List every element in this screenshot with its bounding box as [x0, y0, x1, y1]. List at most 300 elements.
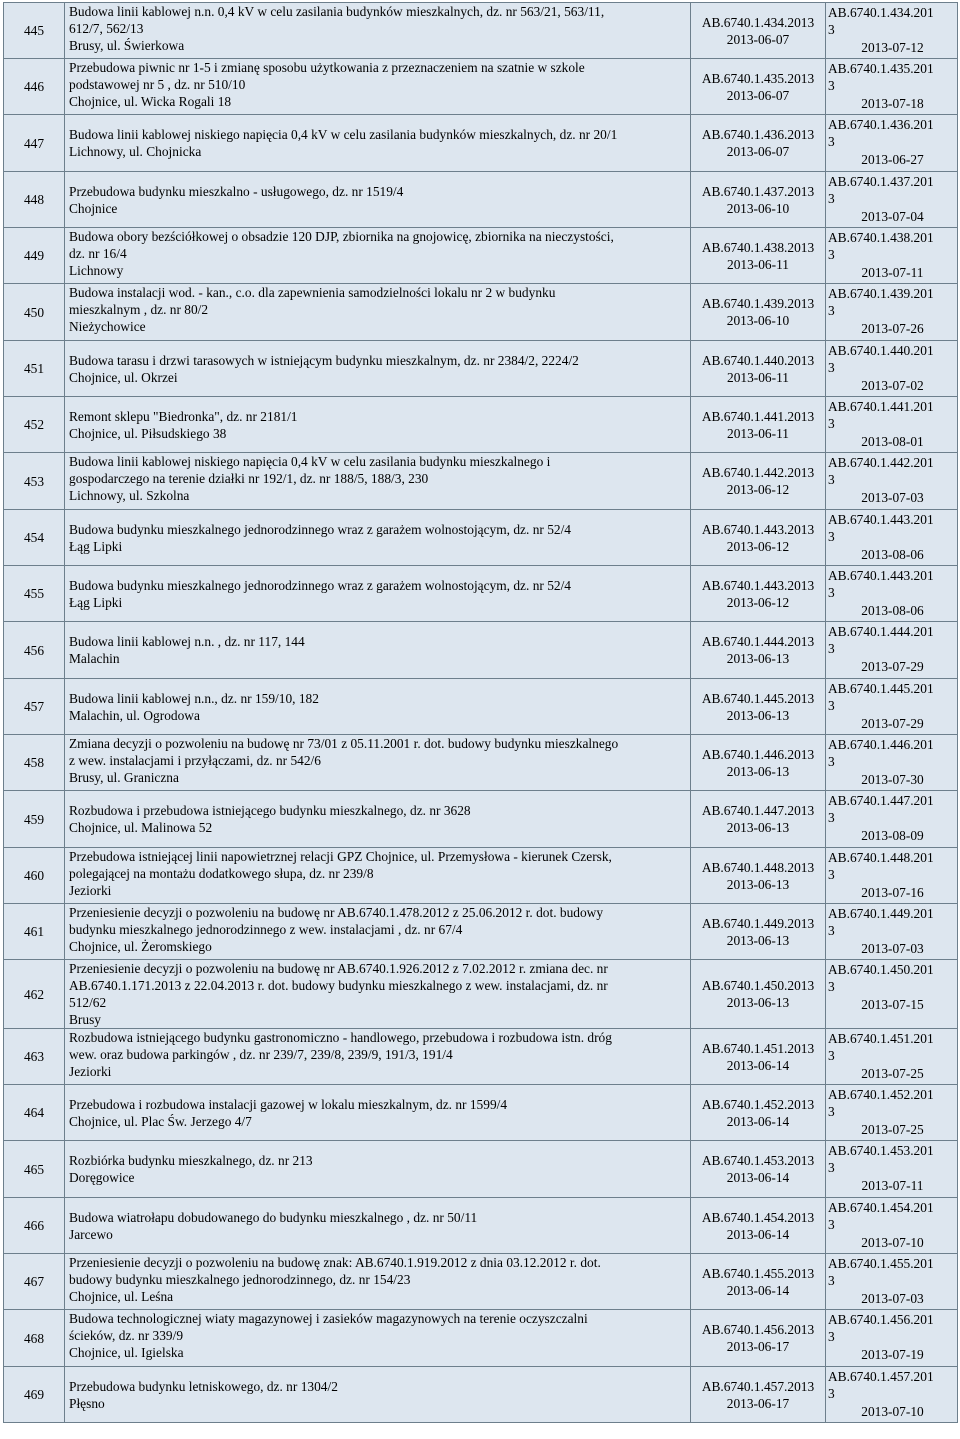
decision-date: 2013-07-03 — [861, 1291, 924, 1306]
decision-cell — [826, 904, 958, 960]
case-number: AB.6740.1.451.2013 — [701, 1040, 815, 1056]
decision-cell — [826, 1310, 958, 1367]
decision-cell — [826, 848, 958, 904]
description-line: Chojnice, ul. Malinowa 52 — [69, 820, 213, 835]
description-line: Remont sklepu "Biedronka", dz. nr 2181/1 — [69, 408, 298, 424]
case-number: AB.6740.1.453.2013 — [701, 1153, 815, 1168]
row-number: 462 — [4, 960, 65, 1029]
row-number: 469 — [4, 1367, 65, 1423]
description-cell — [65, 59, 691, 115]
case-number-cell — [691, 679, 826, 735]
description-line: Chojnice, ul. Piłsudskiego 38 — [69, 425, 227, 441]
description-line: Budowa instalacji wod. - kan., c.o. dla zapewnienia samodzielności lokalu nr 2 w budynku — [69, 285, 556, 300]
case-number-cell — [691, 1029, 826, 1085]
description-line: Budowa budynku mieszkalnego jednorodzinnego wraz z garażem wolnostojącym, dz. nr 52/4 — [69, 521, 572, 537]
case-number-cell — [691, 1198, 826, 1254]
description-cell — [65, 1310, 691, 1367]
case-number-cell — [691, 735, 826, 791]
submission-date: 2013-06-14 — [726, 1226, 790, 1242]
table-row — [4, 453, 958, 510]
decision-cell — [826, 1029, 958, 1085]
decision-number-tail: 3 — [828, 1104, 835, 1119]
case-number: AB.6740.1.445.2013 — [701, 690, 815, 706]
decision-number: AB.6740.1.452.201 — [828, 1087, 934, 1102]
table-row — [4, 284, 958, 341]
description-line: 512/62 — [69, 995, 107, 1010]
case-number-cell — [691, 3, 826, 59]
description-line: Brusy, ul. Świerkowa — [69, 38, 185, 53]
description-cell — [65, 622, 691, 679]
table-row — [4, 1085, 958, 1141]
table-row — [4, 1367, 958, 1423]
row-number: 461 — [4, 904, 65, 960]
decision-number-tail: 3 — [828, 303, 835, 318]
submission-date: 2013-06-17 — [726, 1395, 790, 1411]
decision-cell — [826, 510, 958, 566]
case-number-cell — [691, 566, 826, 622]
case-number-cell — [691, 172, 826, 228]
description-line: budowy budynku mieszkalnego jednorodzinnego, dz. nr 154/23 — [69, 1272, 411, 1287]
description-line: 612/7, 562/13 — [69, 21, 144, 36]
decision-cell — [826, 228, 958, 284]
description-line: Chojnice — [69, 200, 118, 216]
table-row — [4, 1029, 958, 1085]
description-cell — [65, 397, 691, 453]
description-line: Przeniesienie decyzji o pozwoleniu na budowę nr AB.6740.1.478.2012 z 25.06.2012 r. dot. budowy — [69, 905, 604, 920]
description-line: Przeniesienie decyzji o pozwoleniu na budowę nr AB.6740.1.926.2012 z 7.02.2012 r. zmiana dec. nr — [69, 961, 608, 976]
decision-number-tail: 3 — [828, 1160, 835, 1175]
decision-number-tail: 3 — [828, 923, 835, 938]
submission-date: 2013-06-07 — [726, 31, 790, 47]
case-number-cell — [691, 960, 826, 1029]
table-row — [4, 679, 958, 735]
submission-date: 2013-06-14 — [726, 1282, 790, 1298]
description-cell — [65, 172, 691, 228]
description-line: Chojnice, ul. Żeromskiego — [69, 939, 212, 954]
permits-table-body — [4, 3, 958, 1423]
description-line: Brusy, ul. Graniczna — [69, 770, 179, 785]
row-number: 451 — [4, 341, 65, 397]
decision-cell — [826, 1198, 958, 1254]
decision-date: 2013-07-15 — [861, 997, 924, 1012]
case-number-cell — [691, 622, 826, 679]
decision-cell — [826, 566, 958, 622]
row-number: 445 — [4, 3, 65, 59]
row-number: 464 — [4, 1085, 65, 1141]
decision-number-tail: 3 — [828, 22, 835, 37]
description-line: Budowa tarasu i drzwi tarasowych w istniejącym budynku mieszkalnym, dz. nr 2384/2, 2224/2 — [69, 352, 579, 368]
description-line: AB.6740.1.171.2013 z 22.04.2013 r. dot. budowy budynku mieszkalnego z wew. instalacjami, dz. nr — [69, 978, 608, 993]
decision-number: AB.6740.1.449.201 — [828, 906, 934, 921]
description-line: Budowa linii kablowej niskiego napięcia 0,4 kV w celu zasilania budynków mieszkalnych, dz. nr 20/1 — [69, 127, 618, 142]
description-line: Chojnice, ul. Wicka Rogali 18 — [69, 94, 232, 109]
description-line: Jarcewo — [69, 1226, 113, 1242]
description-line: Przeniesienie decyzji o pozwoleniu na budowę znak: AB.6740.1.919.2012 z dnia 03.12.2012 r. dot. — [69, 1255, 601, 1270]
description-line: Łąg Lipki — [69, 538, 123, 554]
row-number: 457 — [4, 679, 65, 735]
table-row — [4, 735, 958, 791]
decision-date: 2013-07-16 — [861, 885, 924, 900]
row-number: 468 — [4, 1310, 65, 1367]
table-row — [4, 566, 958, 622]
decision-date: 2013-07-10 — [861, 1235, 924, 1250]
decision-number: AB.6740.1.436.201 — [828, 117, 934, 132]
case-number: AB.6740.1.454.2013 — [701, 1209, 815, 1225]
decision-number: AB.6740.1.440.201 — [828, 343, 934, 358]
decision-number: AB.6740.1.450.201 — [828, 962, 934, 977]
row-number: 460 — [4, 848, 65, 904]
decision-date: 2013-07-30 — [861, 772, 924, 787]
description-cell — [65, 960, 691, 1029]
case-number: AB.6740.1.449.2013 — [701, 915, 815, 931]
description-line: Budowa linii kablowej niskiego napięcia 0,4 kV w celu zasilania budynku mieszkalnego i — [69, 454, 551, 469]
description-cell — [65, 1254, 691, 1310]
decision-number: AB.6740.1.456.201 — [828, 1312, 934, 1327]
description-line: Budowa linii kablowej n.n. , dz. nr 117, 144 — [69, 634, 305, 649]
decision-number: AB.6740.1.439.201 — [828, 286, 934, 301]
row-number: 465 — [4, 1141, 65, 1198]
description-line: Rozbudowa i przebudowa istniejącego budynku mieszkalnego, dz. nr 3628 — [69, 803, 471, 818]
case-number: AB.6740.1.441.2013 — [701, 408, 815, 424]
case-number-cell — [691, 1254, 826, 1310]
decision-date: 2013-08-09 — [861, 828, 924, 843]
submission-date: 2013-06-10 — [726, 200, 790, 216]
decision-cell — [826, 453, 958, 510]
submission-date: 2013-06-17 — [726, 1339, 790, 1354]
description-line: Chojnice, ul. Okrzei — [69, 369, 178, 385]
description-line: budynku mieszkalnego jednorodzinnego z wew. instalacjami , dz. nr 67/4 — [69, 922, 463, 937]
decision-cell — [826, 960, 958, 1029]
table-row — [4, 172, 958, 228]
table-row — [4, 3, 958, 59]
case-number-cell — [691, 791, 826, 848]
case-number-cell — [691, 453, 826, 510]
decision-cell — [826, 59, 958, 115]
row-number: 450 — [4, 284, 65, 341]
decision-number: AB.6740.1.451.201 — [828, 1031, 934, 1046]
row-number: 446 — [4, 59, 65, 115]
description-line: Przebudowa piwnic nr 1-5 i zmianę sposobu użytkowania z przeznaczeniem na szatnie w szkole — [69, 60, 585, 75]
description-line: mieszkalnym , dz. nr 80/2 — [69, 302, 209, 317]
decision-number-tail: 3 — [828, 416, 835, 431]
decision-date: 2013-07-19 — [861, 1347, 924, 1362]
description-line: Przebudowa budynku mieszkalno - usługowego, dz. nr 1519/4 — [69, 183, 404, 199]
case-number: AB.6740.1.443.2013 — [701, 521, 815, 537]
description-line: Nieżychowice — [69, 319, 146, 334]
decision-number-tail: 3 — [828, 247, 835, 262]
case-number-cell — [691, 228, 826, 284]
table-row — [4, 960, 958, 1029]
decision-number-tail: 3 — [828, 1217, 835, 1232]
description-line: Chojnice, ul. Plac Św. Jerzego 4/7 — [69, 1113, 252, 1129]
case-number-cell — [691, 397, 826, 453]
row-number: 459 — [4, 791, 65, 848]
decision-date: 2013-06-27 — [861, 152, 924, 167]
decision-cell — [826, 679, 958, 735]
decision-number-tail: 3 — [828, 1329, 835, 1344]
case-number: AB.6740.1.456.2013 — [701, 1322, 815, 1337]
decision-cell — [826, 1141, 958, 1198]
decision-number: AB.6740.1.434.201 — [828, 5, 934, 20]
description-line: podstawowej nr 5 , dz. nr 510/10 — [69, 77, 246, 92]
description-line: ścieków, dz. nr 339/9 — [69, 1328, 184, 1343]
description-line: Jeziorki — [69, 883, 112, 898]
decision-number-tail: 3 — [828, 754, 835, 769]
description-line: Doręgowice — [69, 1170, 135, 1185]
description-cell — [65, 228, 691, 284]
table-row — [4, 228, 958, 284]
case-number-cell — [691, 1367, 826, 1423]
description-line: Budowa obory bezściółkowej o obsadzie 120 DJP, zbiornika na gnojowicę, zbiornika na nieczystości, — [69, 229, 614, 244]
description-cell — [65, 848, 691, 904]
description-cell — [65, 1085, 691, 1141]
description-line: Rozbiórka budynku mieszkalnego, dz. nr 213 — [69, 1153, 313, 1168]
decision-date: 2013-08-01 — [861, 434, 924, 449]
description-cell — [65, 3, 691, 59]
decision-cell — [826, 735, 958, 791]
row-number: 463 — [4, 1029, 65, 1085]
table-row — [4, 510, 958, 566]
decision-date: 2013-07-11 — [861, 265, 924, 280]
submission-date: 2013-06-13 — [726, 763, 790, 779]
decision-number: AB.6740.1.445.201 — [828, 681, 934, 696]
description-line: Budowa budynku mieszkalnego jednorodzinnego wraz z garażem wolnostojącym, dz. nr 52/4 — [69, 577, 572, 593]
permits-table — [3, 2, 958, 1423]
row-number: 454 — [4, 510, 65, 566]
decision-number-tail: 3 — [828, 1048, 835, 1063]
description-cell — [65, 791, 691, 848]
submission-date: 2013-06-10 — [726, 313, 790, 328]
table-row — [4, 1198, 958, 1254]
submission-date: 2013-06-11 — [727, 256, 789, 272]
decision-number-tail: 3 — [828, 1273, 835, 1288]
table-row — [4, 622, 958, 679]
decision-date: 2013-07-26 — [861, 321, 924, 336]
description-line: gospodarczego na terenie działki nr 192/1, dz. nr 188/5, 188/3, 230 — [69, 471, 429, 486]
row-number: 449 — [4, 228, 65, 284]
decision-date: 2013-07-29 — [861, 716, 924, 731]
submission-date: 2013-06-07 — [726, 144, 790, 159]
case-number: AB.6740.1.434.2013 — [701, 14, 815, 30]
description-line: Rozbudowa istniejącego budynku gastronomiczno - handlowego, przebudowa i rozbudowa istn. dróg — [69, 1030, 612, 1045]
decision-number-tail: 3 — [828, 867, 835, 882]
description-line: Budowa linii kablowej n.n., dz. nr 159/10, 182 — [69, 690, 319, 706]
case-number-cell — [691, 59, 826, 115]
description-line: Zmiana decyzji o pozwoleniu na budowę nr 73/01 z 05.11.2001 r. dot. budowy budynku mieszkalnego — [69, 736, 619, 751]
decision-number-tail: 3 — [828, 698, 835, 713]
case-number: AB.6740.1.448.2013 — [701, 859, 815, 875]
description-line: Budowa linii kablowej n.n. 0,4 kV w celu zasilania budynków mieszkalnych, dz. nr 563/21, 563/11, — [69, 4, 605, 19]
description-line: Lichnowy, ul. Chojnicka — [69, 144, 202, 159]
decision-number: AB.6740.1.437.201 — [828, 174, 934, 189]
description-cell — [65, 679, 691, 735]
decision-number: AB.6740.1.444.201 — [828, 624, 934, 639]
submission-date: 2013-06-14 — [726, 1057, 790, 1073]
decision-date: 2013-07-03 — [861, 941, 924, 956]
case-number: AB.6740.1.438.2013 — [701, 239, 815, 255]
case-number: AB.6740.1.440.2013 — [701, 352, 815, 368]
decision-number: AB.6740.1.438.201 — [828, 230, 934, 245]
submission-date: 2013-06-13 — [726, 876, 790, 892]
table-row — [4, 1254, 958, 1310]
submission-date: 2013-06-12 — [726, 482, 790, 497]
submission-date: 2013-06-13 — [726, 932, 790, 948]
decision-date: 2013-07-10 — [861, 1404, 924, 1419]
case-number-cell — [691, 904, 826, 960]
description-line: wew. oraz budowa parkingów , dz. nr 239/7, 239/8, 239/9, 191/3, 191/4 — [69, 1047, 453, 1062]
case-number: AB.6740.1.444.2013 — [701, 634, 815, 649]
description-line: Łąg Lipki — [69, 594, 123, 610]
row-number: 458 — [4, 735, 65, 791]
row-number: 456 — [4, 622, 65, 679]
description-line: Lichnowy — [69, 263, 124, 278]
description-line: Jeziorki — [69, 1064, 112, 1079]
description-cell — [65, 566, 691, 622]
table-row — [4, 1310, 958, 1367]
decision-cell — [826, 622, 958, 679]
decision-date: 2013-08-06 — [861, 547, 924, 562]
decision-number-tail: 3 — [828, 810, 835, 825]
decision-date: 2013-07-25 — [861, 1122, 924, 1137]
description-line: polegającej na montażu dodatkowego słupa, dz. nr 239/8 — [69, 866, 374, 881]
description-cell — [65, 1367, 691, 1423]
description-cell — [65, 1029, 691, 1085]
table-row — [4, 848, 958, 904]
decision-date: 2013-07-03 — [861, 490, 924, 505]
decision-number-tail: 3 — [828, 134, 835, 149]
submission-date: 2013-06-13 — [726, 651, 790, 666]
submission-date: 2013-06-07 — [726, 87, 790, 103]
row-number: 466 — [4, 1198, 65, 1254]
case-number-cell — [691, 1141, 826, 1198]
decision-number: AB.6740.1.435.201 — [828, 61, 934, 76]
description-line: Malachin, ul. Ogrodowa — [69, 707, 200, 723]
case-number: AB.6740.1.436.2013 — [701, 127, 815, 142]
decision-number: AB.6740.1.443.201 — [828, 568, 934, 583]
case-number-cell — [691, 284, 826, 341]
description-cell — [65, 453, 691, 510]
decision-number: AB.6740.1.447.201 — [828, 793, 934, 808]
case-number-cell — [691, 510, 826, 566]
decision-number: AB.6740.1.454.201 — [828, 1200, 934, 1215]
decision-number: AB.6740.1.443.201 — [828, 512, 934, 527]
submission-date: 2013-06-11 — [727, 369, 789, 385]
description-cell — [65, 341, 691, 397]
submission-date: 2013-06-12 — [726, 538, 790, 554]
decision-number: AB.6740.1.453.201 — [828, 1143, 934, 1158]
submission-date: 2013-06-13 — [726, 995, 790, 1010]
decision-date: 2013-07-29 — [861, 659, 924, 674]
decision-cell — [826, 284, 958, 341]
description-cell — [65, 510, 691, 566]
case-number: AB.6740.1.443.2013 — [701, 577, 815, 593]
decision-number: AB.6740.1.455.201 — [828, 1256, 934, 1271]
decision-number: AB.6740.1.442.201 — [828, 455, 934, 470]
case-number: AB.6740.1.447.2013 — [701, 803, 815, 818]
description-line: Chojnice, ul. Igielska — [69, 1345, 184, 1360]
case-number: AB.6740.1.452.2013 — [701, 1096, 815, 1112]
submission-date: 2013-06-13 — [726, 820, 790, 835]
description-line: Chojnice, ul. Leśna — [69, 1289, 174, 1304]
decision-number-tail: 3 — [828, 585, 835, 600]
table-row — [4, 59, 958, 115]
row-number: 467 — [4, 1254, 65, 1310]
case-number-cell — [691, 1085, 826, 1141]
case-number-cell — [691, 1310, 826, 1367]
case-number: AB.6740.1.455.2013 — [701, 1265, 815, 1281]
table-row — [4, 115, 958, 172]
decision-number: AB.6740.1.457.201 — [828, 1369, 934, 1384]
decision-cell — [826, 1254, 958, 1310]
description-line: Przebudowa budynku letniskowego, dz. nr 1304/2 — [69, 1378, 338, 1394]
description-line: Malachin — [69, 651, 120, 666]
decision-cell — [826, 1367, 958, 1423]
decision-cell — [826, 172, 958, 228]
case-number-cell — [691, 848, 826, 904]
decision-date: 2013-07-18 — [861, 96, 924, 111]
description-cell — [65, 735, 691, 791]
description-cell — [65, 115, 691, 172]
description-line: Budowa technologicznej wiaty magazynowej i zasieków magazynowych na terenie oczyszczalni — [69, 1311, 588, 1326]
decision-number: AB.6740.1.446.201 — [828, 737, 934, 752]
case-number: AB.6740.1.439.2013 — [701, 296, 815, 311]
description-line: Przebudowa istniejącej linii napowietrznej relacji GPZ Chojnice, ul. Przemysłowa - kierunek Czersk, — [69, 849, 612, 864]
decision-number: AB.6740.1.441.201 — [828, 399, 934, 414]
description-cell — [65, 1198, 691, 1254]
description-line: Budowa wiatrołapu dobudowanego do budynku mieszkalnego , dz. nr 50/11 — [69, 1209, 478, 1225]
decision-cell — [826, 341, 958, 397]
submission-date: 2013-06-11 — [727, 425, 789, 441]
description-line: Lichnowy, ul. Szkolna — [69, 488, 190, 503]
case-number: AB.6740.1.435.2013 — [701, 70, 815, 86]
decision-date: 2013-07-12 — [861, 40, 924, 55]
decision-number: AB.6740.1.448.201 — [828, 850, 934, 865]
submission-date: 2013-06-14 — [726, 1170, 790, 1185]
table-row — [4, 1141, 958, 1198]
case-number: AB.6740.1.457.2013 — [701, 1378, 815, 1394]
table-row — [4, 397, 958, 453]
table-row — [4, 904, 958, 960]
decision-number-tail: 3 — [828, 360, 835, 375]
decision-number-tail: 3 — [828, 191, 835, 206]
decision-number-tail: 3 — [828, 641, 835, 656]
description-cell — [65, 1141, 691, 1198]
case-number: AB.6740.1.450.2013 — [701, 978, 815, 993]
decision-number-tail: 3 — [828, 979, 835, 994]
description-cell — [65, 904, 691, 960]
description-line: z wew. instalacjami i przyłączami, dz. nr 542/6 — [69, 753, 321, 768]
decision-cell — [826, 1085, 958, 1141]
decision-date: 2013-08-06 — [861, 603, 924, 618]
table-row — [4, 341, 958, 397]
description-cell — [65, 284, 691, 341]
case-number: AB.6740.1.446.2013 — [701, 746, 815, 762]
description-line: Przebudowa i rozbudowa instalacji gazowej w lokalu mieszkalnym, dz. nr 1599/4 — [69, 1096, 508, 1112]
decision-cell — [826, 3, 958, 59]
decision-date: 2013-07-02 — [861, 378, 924, 393]
decision-number-tail: 3 — [828, 472, 835, 487]
decision-date: 2013-07-11 — [861, 1178, 924, 1193]
table-row — [4, 791, 958, 848]
description-line: dz. nr 16/4 — [69, 246, 127, 261]
decision-date: 2013-07-25 — [861, 1066, 924, 1081]
decision-number-tail: 3 — [828, 78, 835, 93]
decision-cell — [826, 791, 958, 848]
decision-date: 2013-07-04 — [861, 209, 924, 224]
row-number: 453 — [4, 453, 65, 510]
row-number: 455 — [4, 566, 65, 622]
case-number-cell — [691, 115, 826, 172]
